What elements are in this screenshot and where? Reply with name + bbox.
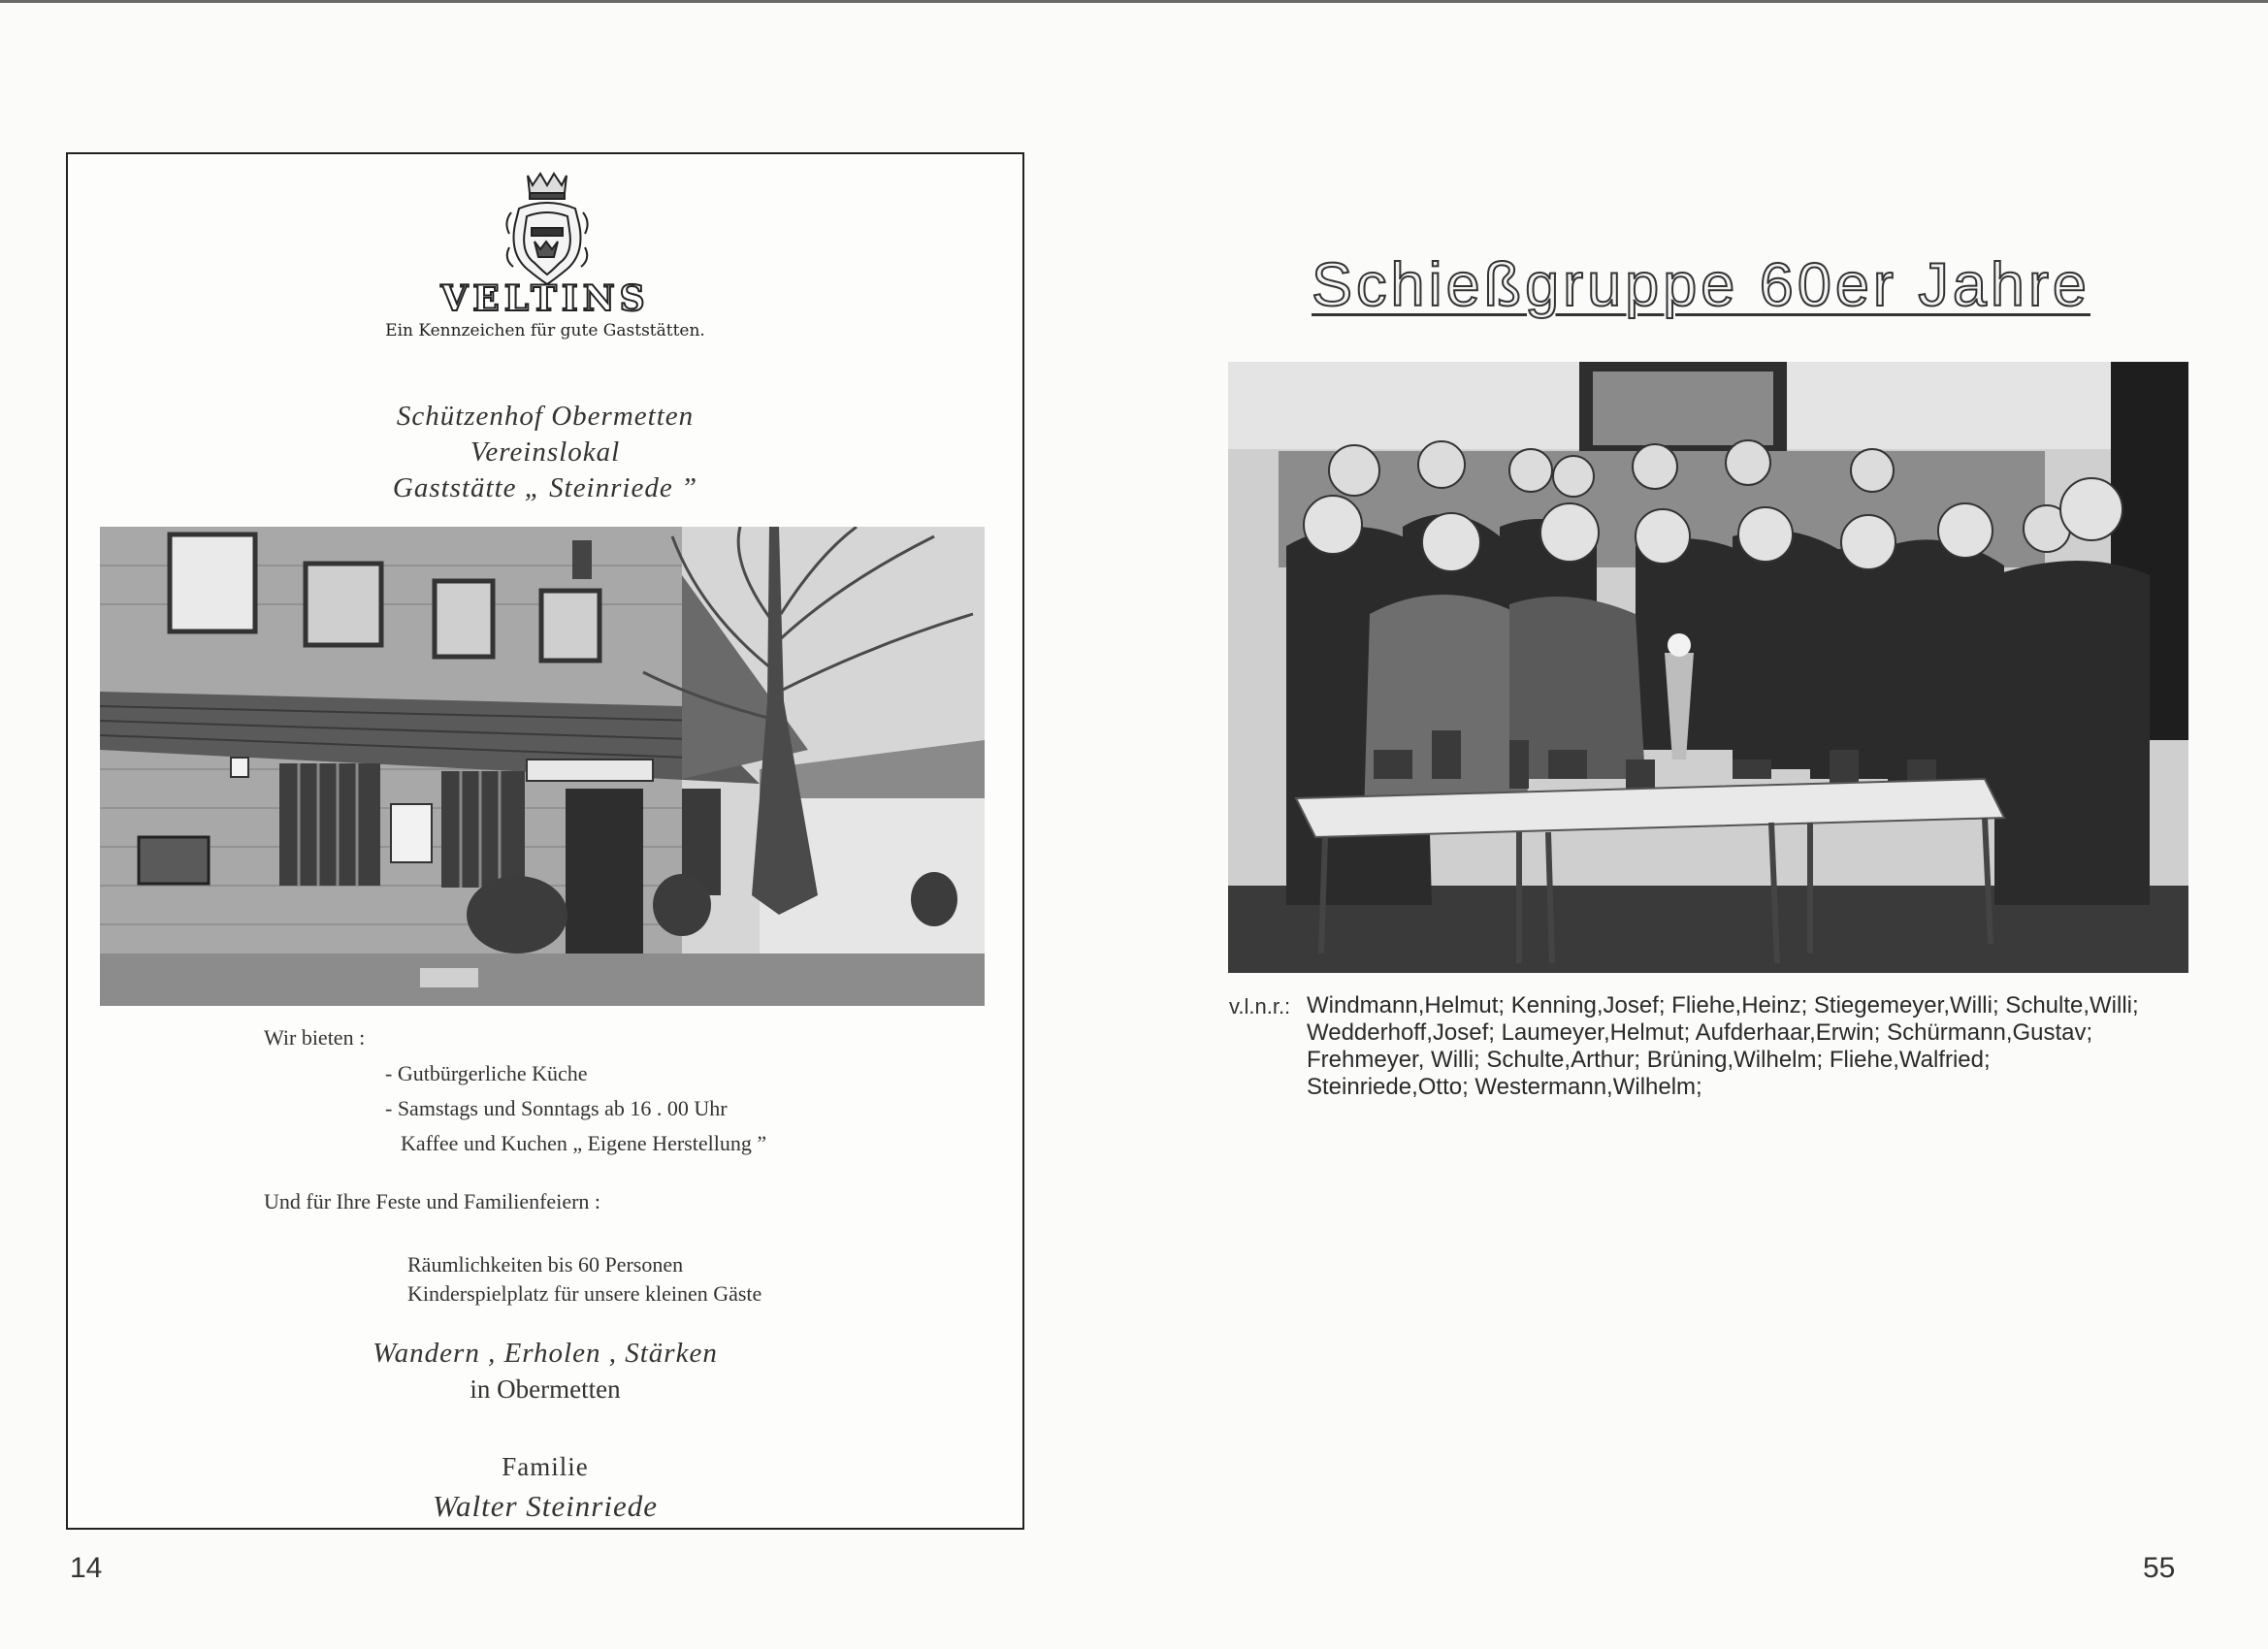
offer-item: Kaffee und Kuchen „ Eigene Herstellung ” [401,1131,767,1155]
right-page [1134,0,2268,1649]
photo-caption [1307,992,2160,1101]
venue-line: Gaststätte „ Steinriede ” [392,472,698,503]
page-number-right: 55 [2143,1552,2176,1584]
brand-name: VELTINS [440,278,650,319]
veltins-advertisement [66,152,1024,1530]
venue-line: Schützenhof Obermetten [396,401,695,432]
caption-line: Frehmeyer, Willi; Schulte,Arthur; Brüning,Wilhelm; Fliehe,Walfried; [1307,1047,1991,1073]
caption-label: v.l.n.r.: [1229,994,1291,1018]
venue-name-block [68,399,1022,506]
feste-intro: Und für Ihre Feste und Familienfeiern : [264,1189,601,1213]
page-number-left: 14 [70,1552,103,1584]
caption-line: Steinriede,Otto; Westermann,Wilhelm; [1307,1074,1702,1100]
page-heading: Schießgruppe 60er Jahre [1312,251,2090,319]
caption-line: Windmann,Helmut; Kenning,Josef; Fliehe,Heinz; Stiegemeyer,Willi; Schulte,Willi; [1307,992,2139,1018]
slogan: Wandern , Erholen , Stärken [373,1338,718,1369]
rooms-item: Räumlichkeiten bis 60 Personen [407,1252,684,1277]
offer-item: - Gutbürgerliche Küche [385,1061,588,1085]
brand-tagline: Ein Kennzeichen für gute Gaststätten. [385,321,705,340]
venue-line: Vereinslokal [470,436,621,468]
family-name: Walter Steinriede [433,1489,658,1523]
rooms-item: Kinderspielplatz für unsere kleinen Gäste [407,1281,762,1306]
family-label: Familie [502,1452,589,1481]
shooting-group-photo [1228,362,2188,973]
offer-intro: Wir bieten : [264,1025,366,1050]
caption-line: Wedderhoff,Josef; Laumeyer,Helmut; Aufderhaar,Erwin; Schürmann,Gustav; [1307,1019,2093,1046]
slogan-place: in Obermetten [470,1374,621,1404]
offer-item: - Samstags und Sonntags ab 16 . 00 Uhr [385,1096,728,1120]
offer-list [385,1056,766,1161]
rooms-list [407,1250,761,1309]
inn-building-photo [100,527,985,1006]
